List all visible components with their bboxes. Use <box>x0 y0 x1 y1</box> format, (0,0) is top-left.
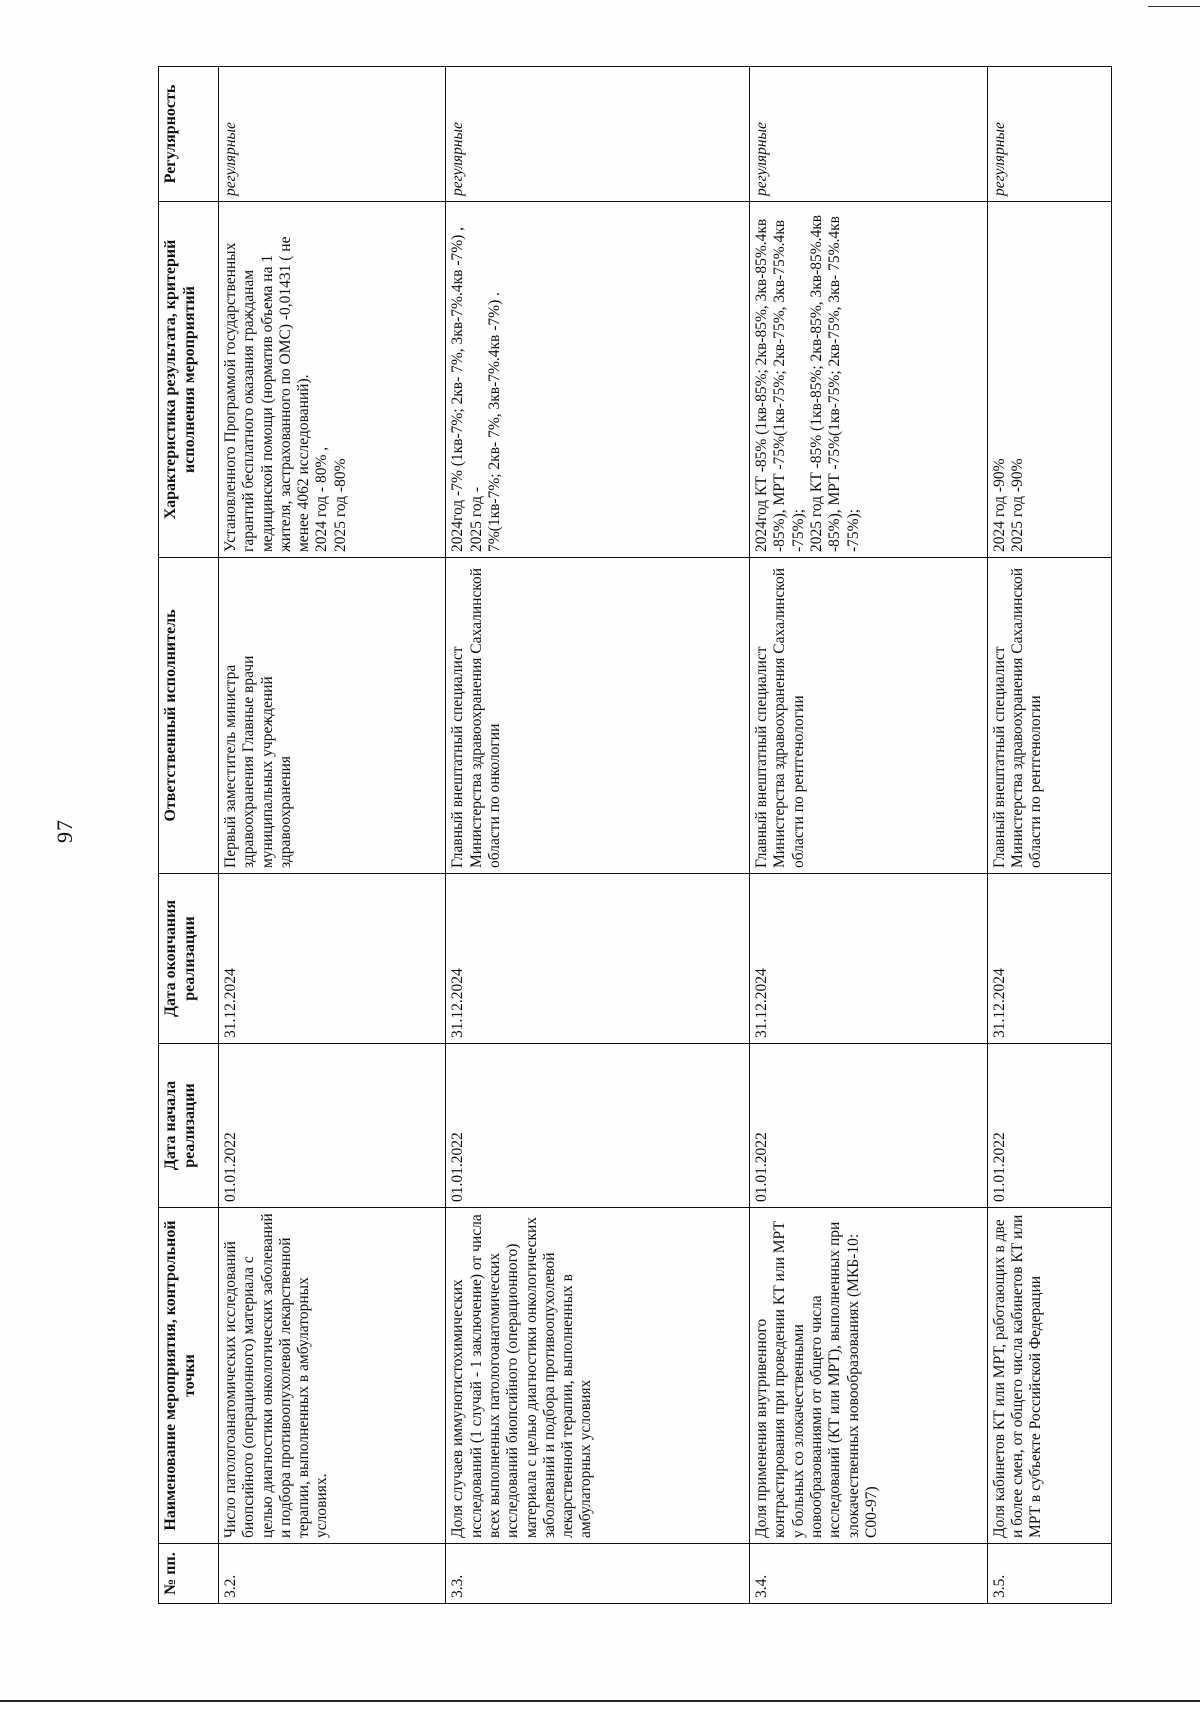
table-row <box>987 67 1111 1604</box>
cell-result: 2024 год -90% 2025 год -90% <box>987 202 1111 558</box>
cell-responsible: Главный внештатный специалист Министерства здравоохранения Сахалинской области по рентгенологии <box>987 558 1111 874</box>
header-responsible: Ответственный исполнитель <box>159 558 219 874</box>
activities-table <box>158 66 1112 1604</box>
header-name: Наименование мероприятия, контрольной точки <box>159 1208 219 1544</box>
table-header-row <box>159 67 219 1604</box>
cell-start-date: 01.01.2022 <box>219 1044 446 1208</box>
header-num: № пп. <box>159 1544 219 1604</box>
rotated-table-wrapper <box>158 67 1112 1604</box>
cell-regularity: регулярные <box>446 67 750 202</box>
cell-start-date: 01.01.2022 <box>987 1044 1111 1208</box>
cell-result: 2024год -7% (1кв-7%; 2кв- 7%, 3кв-7%.4кв -7%) , 2025 год - 7%(1кв-7%; 2кв- 7%, 3кв-7%.4кв -7%) . <box>446 202 750 558</box>
header-start-date: Дата начала реализации <box>159 1044 219 1208</box>
cell-name: Доля кабинетов КТ или МРТ, работающих в две и более смен, от общего числа кабинетов КТ или МРТ в субъекте Российской Федерации <box>987 1208 1111 1544</box>
table-row <box>446 67 750 1604</box>
cell-regularity: регулярные <box>750 67 988 202</box>
cell-num: 3.3. <box>446 1544 750 1604</box>
cell-end-date: 31.12.2024 <box>750 874 988 1044</box>
cell-num: 3.4. <box>750 1544 988 1604</box>
cell-end-date: 31.12.2024 <box>987 874 1111 1044</box>
cell-responsible: Первый заместитель министра здравоохранения Главные врачи муниципальных учреждений здравоохранения <box>219 558 446 874</box>
cell-regularity: регулярные <box>219 67 446 202</box>
cell-end-date: 31.12.2024 <box>219 874 446 1044</box>
scan-edge-top <box>1148 6 1200 7</box>
cell-name: Число патологоанатомических исследований биопсийного (операционного) материала с целью диагностики онкологических заболеваний и подбора противоопухолевой лекарственной терапии, выполненных в амбулаторных условиях. <box>219 1208 446 1544</box>
cell-result: Установленного Программой государственных гарантий бесплатного оказания гражданам медицинской помощи (норматив объема на 1 жителя, застрахованного по ОМС) -0,01431 ( не менее 4062 исследований). 2024 год - 80% , 2025 год -80% <box>219 202 446 558</box>
table-row <box>219 67 446 1604</box>
cell-name: Доля применения внутривенного контрастирования при проведении КТ или МРТ у больных со злокачественными новообразованиями от общего числа исследований (КТ или МРТ), выполненных при злокачественных новообразованиях (МКБ-10: С00-97) <box>750 1208 988 1544</box>
cell-regularity: регулярные <box>987 67 1111 202</box>
header-end-date: Дата окончания реализации <box>159 874 219 1044</box>
cell-end-date: 31.12.2024 <box>446 874 750 1044</box>
cell-num: 3.2. <box>219 1544 446 1604</box>
cell-start-date: 01.01.2022 <box>446 1044 750 1208</box>
cell-num: 3.5. <box>987 1544 1111 1604</box>
header-regularity: Регулярность <box>159 67 219 202</box>
page-number: 97 <box>52 819 77 843</box>
cell-start-date: 01.01.2022 <box>750 1044 988 1208</box>
cell-responsible: Главный внештатный специалист Министерства здравоохранения Сахалинской области по онкологии <box>446 558 750 874</box>
scan-edge-bottom <box>0 1700 1200 1702</box>
table-row <box>750 67 988 1604</box>
header-result: Характеристика результата, критерий исполнения мероприятий <box>159 202 219 558</box>
cell-responsible: Главный внештатный специалист Министерства здравоохранения Сахалинской области по рентгенологии <box>750 558 988 874</box>
cell-result: 2024год КТ -85% (1кв-85%; 2кв-85%, 3кв-85%.4кв -85%), МРТ -75%(1кв-75%; 2кв-75%, 3кв-75%.4кв -75%); 2025 год КТ -85% (1кв-85%; 2кв-85%, 3кв-85%.4кв -85%), МРТ -75%(1кв-75%; 2кв-75%, 3кв- 75%.4кв -75%); <box>750 202 988 558</box>
cell-name: Доля случаев иммуногистохимических исследований (1 случай - 1 заключение) от числа всех выполненных патологоанатомических исследований биопсийного (операционного) материала с целью диагностики онкологических заболеваний и подбора противоопухолевой лекарственной терапии, выполненных в амбулаторных условиях <box>446 1208 750 1544</box>
